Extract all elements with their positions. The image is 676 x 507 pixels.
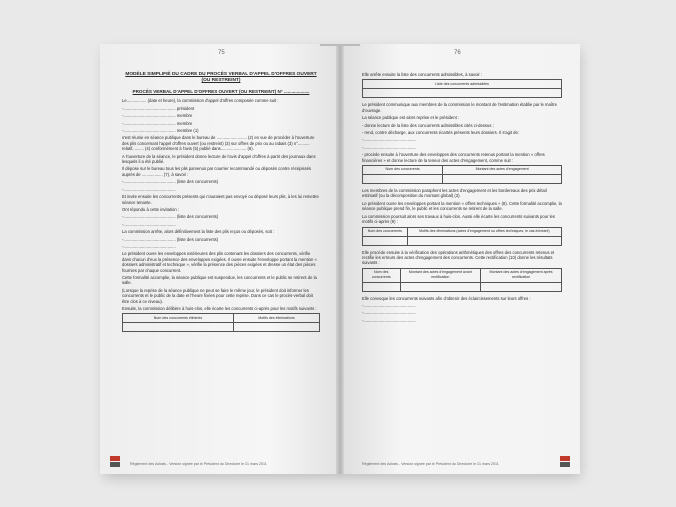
table-header: Nom des concurrents [363,227,408,236]
paragraph: (Lorsque la reprise de la séance publique ne peut se faire le même jour, le président doit informer les concurrents et le public de la date et l'heure fixées pour cette reprise. Dans ce cas le procès-verbal doit être clos à ce niveau). [122,287,313,304]
logo-icon [110,456,120,468]
rectification-table [362,268,562,292]
paragraph: Il dépose sur le bureau tous les plis parvenus par courrier recommandé ou déposés contre récépissés auprès de .................. (7), à savoir : [122,166,312,177]
eliminated-candidates-table [122,313,320,332]
table-header: Nom des concurrents [363,166,443,175]
table-cell [123,323,234,332]
paragraph: -............................................. [362,144,416,150]
paragraph: Le................. (date et heure), la commission d'appel d'offres composée comme suit : [122,98,279,104]
paragraph: -............................................. [122,243,176,249]
paragraph: A l'ouverture de la séance, le président donne lecture de l'avis d'appel d'offres à partir des journaux dans lesquels il a été publié. [122,153,316,165]
paragraph: Cette formalité accomplie, la séance publique est suspendue, les concurrents et le public se retirent de la salle. [122,274,317,286]
right-paragraphs-1 [362,102,562,163]
logo-icon [560,456,570,468]
paragraph: Le président communique aux membres de la commission le montant de l'estimation établie par le maître d'ouvrage. [362,102,557,113]
paragraph: Les membres de la commission paraphent les actes d'engagement et les bordereaux des prix détail estimatif (ou la décomposition du montant global) (3). [362,188,547,199]
paragraph: -............................................. [362,302,416,308]
paragraph: -............................................. (liste des concurrents) [122,179,219,185]
table-header: Montant des actes d'engagement avant rectification [400,268,481,282]
paragraph: -............................................. [362,310,416,316]
table-cell [233,323,319,332]
paragraph: s'est réunie en séance publique dans le bureau de .......................... (2) en vue de procéder à l'ouverture des plis concernant l'appel d'offres ouvert (ou restreint) (3) sur offres de prix ou au rabais (3) n°.......... relatif.......... (4) conformément à l'avis (5) publié dans...................... (6). [122,135,315,152]
paragraph: - procède ensuite à l'ouverture des enveloppes des concurrents retenus portant la mention « offres financières » et donne lecture de la teneur des actes d'engagement, comme suit : [362,152,545,163]
page-number: 76 [454,50,461,56]
page-footer: Règlement des Achats - Version signée par le Président du Directoire le 31 mars 2011 [130,462,267,466]
paragraph: -............................................. (liste des concurrents) [122,236,219,242]
table-cell [400,282,481,291]
table-header: Montant des actes d'engagement après rectification [481,268,562,282]
paragraph: Elle convoque les concurrents suivants afin d'obtenir des éclaircissements sur leurs offres : [362,295,531,301]
document-subtitle: PROCÈS VERBAL D'APPEL D'OFFRES OUVERT (OU RESTREINT) N° .................... [132,89,310,94]
paragraph: Le président ouvre les enveloppes portant la mention « offres techniques » (8). Cette formalité accomplie, la séance publique prend fin, le public et les concurrents se retirent de la salle. [362,200,562,212]
table-cell [363,282,401,291]
book-spine [336,44,344,474]
paragraph: Ensuite, la commission délibère à huis-clos, elle écarte les concurrents ci-après pour les motifs suivants : [122,306,317,311]
right-paragraphs-2 [362,188,562,224]
paragraph: -............................................. [122,221,176,227]
right-page-content [362,72,562,325]
page-number: 75 [218,50,225,56]
left-page-content [122,72,320,336]
paragraph: -............................................. [122,186,176,192]
table-header: Montant des actes d'engagement [443,166,562,175]
paragraph: Ont répondu à cette invitation : [122,206,180,212]
paragraph: -............................................. [362,137,416,143]
table-cell [407,236,561,245]
table-cell [363,89,562,98]
table-cell [363,236,408,245]
right-page [340,44,580,474]
paragraph: - rend, contre décharge, aux concurrents écartés présents leurs dossiers. Il s'agit de: [362,130,519,136]
table-cell [481,282,562,291]
table-header: Nom des concurrents éliminés [123,314,234,323]
paragraph: -............................................. président [122,105,195,111]
engagement-amounts-table [362,165,562,184]
paragraph: La commission arrête, alors définitivement la liste des plis reçus ou déposés, soit : [122,229,275,235]
table-header: Motifs des éliminations (actes d'engagement ou offres techniques, le cas échéant) [407,227,561,236]
paragraph: La commission poursuit alors ses travaux à huis-clos. Aussi elle écarte les concurrents suivants pour les motifs ci-après (9) : [362,213,555,225]
paragraph: Elle procède ensuite à la vérification des opérations arithmétiques des offres des concurrents retenus et rectifie les erreurs des actes d'engagement des concurrents. Cette rectification (10) donne les résultats suivants : [362,249,555,266]
paragraph: - donne lecture de la liste des concurrents admissibles cités ci-dessus ; [362,122,494,128]
paragraph: -............................................. membre [122,120,193,126]
paragraph: Et invite ensuite les concurrents présents qui n'auraient pas envoyé ou déposé leurs plis, à les lui remettre séance tenante. [122,194,319,205]
document-title: MODÈLE SIMPLIFIÉ DU CADRE DU PROCÈS VERBAL D'APPEL D'OFFRES OUVERT (OU RESTREINT) [125,72,317,83]
paragraph: -............................................. membre [122,113,193,119]
table-header: Liste des concurrents admissibles [363,80,562,89]
open-booklet [100,44,580,474]
paragraph: La séance publique est alors reprise et le président : [362,115,460,121]
table-header: Nom des concurrents [363,268,401,282]
eliminations-table [362,227,562,246]
admissible-candidates-table [362,79,562,98]
closing-lines [362,303,562,323]
binding-mark [320,44,360,46]
paragraph: -............................................. [362,317,416,323]
paragraph: -............................................. (liste des concurrents) [122,214,219,220]
paragraph: Elle arrête ensuite la liste des concurrents admissibles, à savoir : [362,72,483,77]
left-page [100,44,340,474]
table-header: Motifs des éliminations [233,314,319,323]
page-footer: Règlement des Achats - Version signée par le Président du Directoire le 31 mars 2011 [362,462,499,466]
table-cell [443,175,562,184]
paragraph: -............................................. membre (1) [122,128,199,134]
paragraph: Le président ouvre les enveloppes extérieures des plis contenant les dossiers des concurrents, vérifie dans chacun d'eux la présence des enveloppes exigées. Il ouvre ensuite l'enveloppe portant la mention « dossiers administratif et technique », vérifie la présence des pièces exigées et dresse un état des pièces fournies par chaque concurrent. [122,251,317,273]
left-paragraphs [122,98,320,311]
table-cell [363,175,443,184]
